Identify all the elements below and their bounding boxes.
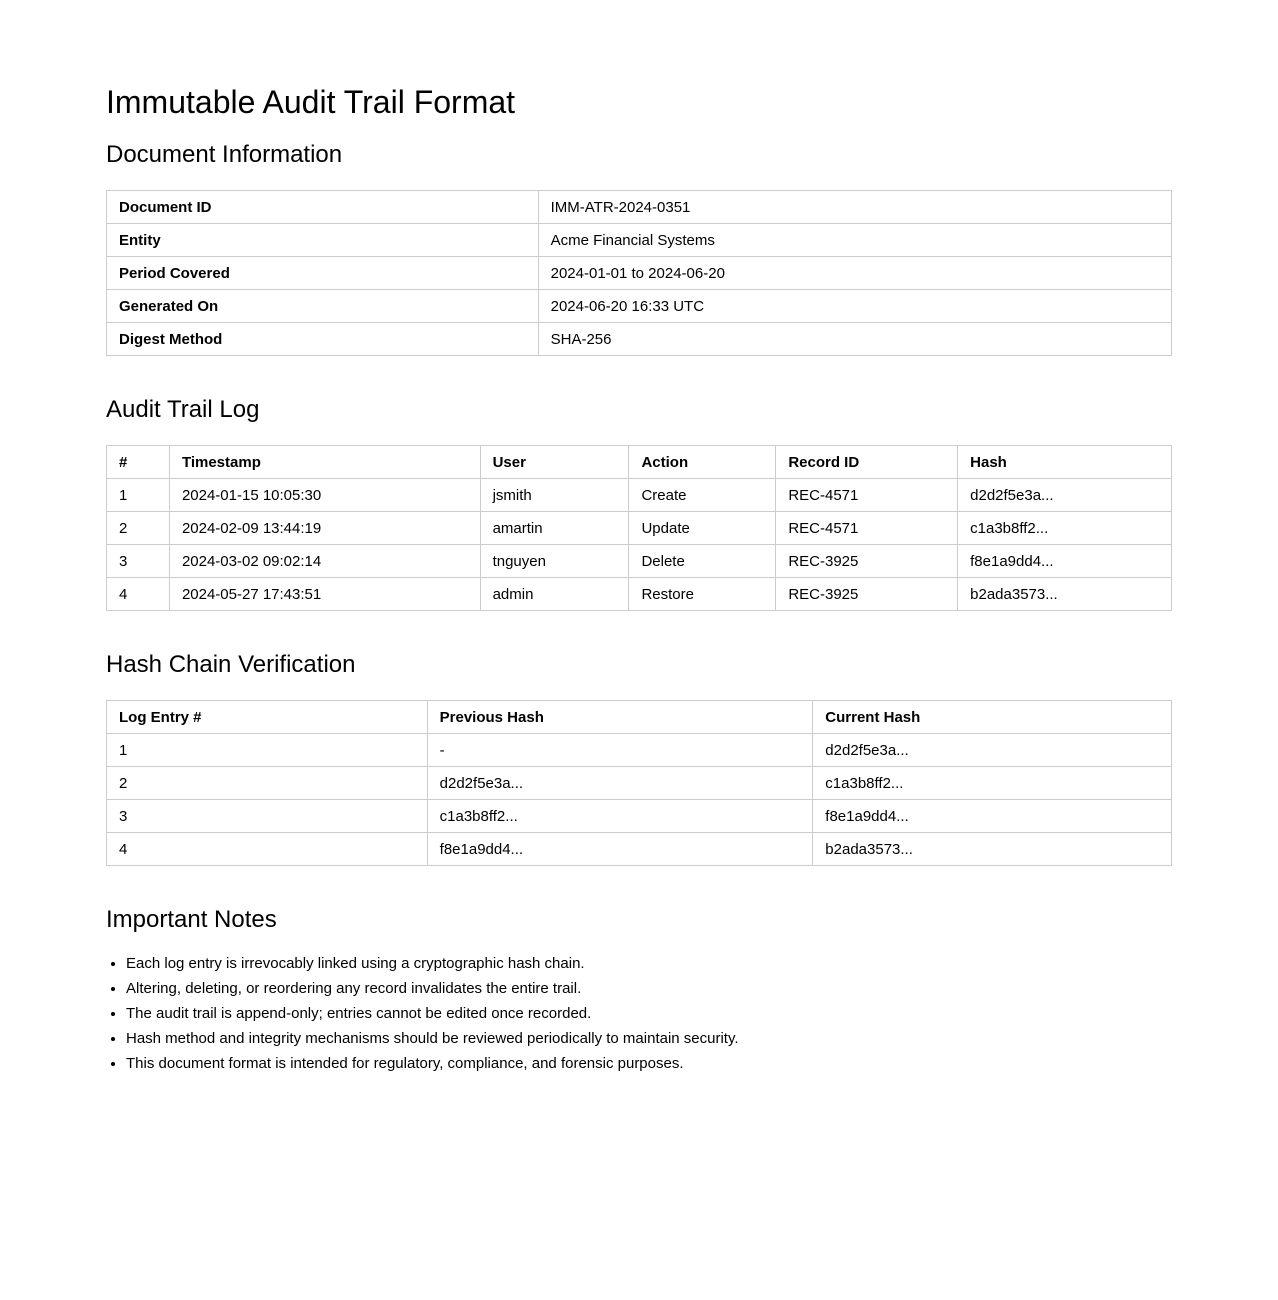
log-entry-number: 3 <box>107 800 428 833</box>
action: Delete <box>629 545 776 578</box>
table-row <box>107 191 1172 224</box>
column-header: Record ID <box>776 446 958 479</box>
current-hash: c1a3b8ff2... <box>813 767 1172 800</box>
document-info-heading: Document Information <box>106 141 343 168</box>
entry-number: 1 <box>107 479 170 512</box>
previous-hash: c1a3b8ff2... <box>427 800 813 833</box>
table-row <box>107 224 1172 257</box>
timestamp: 2024-01-15 10:05:30 <box>169 479 480 512</box>
record-id: REC-3925 <box>776 545 958 578</box>
list-item: • The audit trail is append-only; entries cannot be edited once recorded. <box>126 1001 739 1026</box>
entry-number: 4 <box>107 578 170 611</box>
info-value: SHA-256 <box>538 323 1171 356</box>
previous-hash: d2d2f5e3a... <box>427 767 813 800</box>
user: tnguyen <box>480 545 629 578</box>
current-hash: b2ada3573... <box>813 833 1172 866</box>
timestamp: 2024-02-09 13:44:19 <box>169 512 480 545</box>
list-item: • This document format is intended for regulatory, compliance, and forensic purposes. <box>126 1051 739 1076</box>
log-entry-number: 2 <box>107 767 428 800</box>
user: amartin <box>480 512 629 545</box>
info-label: Generated On <box>107 290 539 323</box>
table-row <box>107 257 1172 290</box>
table-header-row <box>107 446 1172 479</box>
table-row <box>107 479 1172 512</box>
column-header: # <box>107 446 170 479</box>
hash: c1a3b8ff2... <box>958 512 1172 545</box>
list-item: • Each log entry is irrevocably linked using a cryptographic hash chain. <box>126 951 739 976</box>
column-header: Log Entry # <box>107 701 428 734</box>
table-header-row <box>107 701 1172 734</box>
table-row <box>107 290 1172 323</box>
info-label: Document ID <box>107 191 539 224</box>
table-row <box>107 734 1172 767</box>
notes-heading: Important Notes <box>106 906 277 933</box>
table-row <box>107 512 1172 545</box>
hash-chain-table <box>106 700 1172 866</box>
table-row <box>107 833 1172 866</box>
entry-number: 3 <box>107 545 170 578</box>
table-row <box>107 800 1172 833</box>
info-label: Entity <box>107 224 539 257</box>
column-header: Action <box>629 446 776 479</box>
current-hash: f8e1a9dd4... <box>813 800 1172 833</box>
entry-number: 2 <box>107 512 170 545</box>
document-info-table <box>106 190 1172 356</box>
list-item: • Altering, deleting, or reordering any record invalidates the entire trail. <box>126 976 739 1001</box>
previous-hash: - <box>427 734 813 767</box>
record-id: REC-4571 <box>776 479 958 512</box>
column-header: Hash <box>958 446 1172 479</box>
page-title: Immutable Audit Trail Format <box>106 84 516 120</box>
hash: f8e1a9dd4... <box>958 545 1172 578</box>
user: jsmith <box>480 479 629 512</box>
table-row <box>107 323 1172 356</box>
column-header: Previous Hash <box>427 701 813 734</box>
action: Create <box>629 479 776 512</box>
audit-log-heading: Audit Trail Log <box>106 396 260 423</box>
current-hash: d2d2f5e3a... <box>813 734 1172 767</box>
record-id: REC-3925 <box>776 578 958 611</box>
previous-hash: f8e1a9dd4... <box>427 833 813 866</box>
info-label: Period Covered <box>107 257 539 290</box>
hash: b2ada3573... <box>958 578 1172 611</box>
notes-list <box>106 951 739 1076</box>
info-value: Acme Financial Systems <box>538 224 1171 257</box>
info-value: 2024-01-01 to 2024-06-20 <box>538 257 1171 290</box>
audit-log-table <box>106 445 1172 611</box>
action: Update <box>629 512 776 545</box>
log-entry-number: 4 <box>107 833 428 866</box>
user: admin <box>480 578 629 611</box>
hash: d2d2f5e3a... <box>958 479 1172 512</box>
timestamp: 2024-05-27 17:43:51 <box>169 578 480 611</box>
column-header: User <box>480 446 629 479</box>
list-item: • Hash method and integrity mechanisms should be reviewed periodically to maintain security. <box>126 1026 739 1051</box>
info-value: IMM-ATR-2024-0351 <box>538 191 1171 224</box>
table-row <box>107 767 1172 800</box>
record-id: REC-4571 <box>776 512 958 545</box>
info-value: 2024-06-20 16:33 UTC <box>538 290 1171 323</box>
hash-chain-heading: Hash Chain Verification <box>106 651 356 678</box>
column-header: Timestamp <box>169 446 480 479</box>
timestamp: 2024-03-02 09:02:14 <box>169 545 480 578</box>
table-row <box>107 545 1172 578</box>
column-header: Current Hash <box>813 701 1172 734</box>
action: Restore <box>629 578 776 611</box>
info-label: Digest Method <box>107 323 539 356</box>
table-row <box>107 578 1172 611</box>
log-entry-number: 1 <box>107 734 428 767</box>
